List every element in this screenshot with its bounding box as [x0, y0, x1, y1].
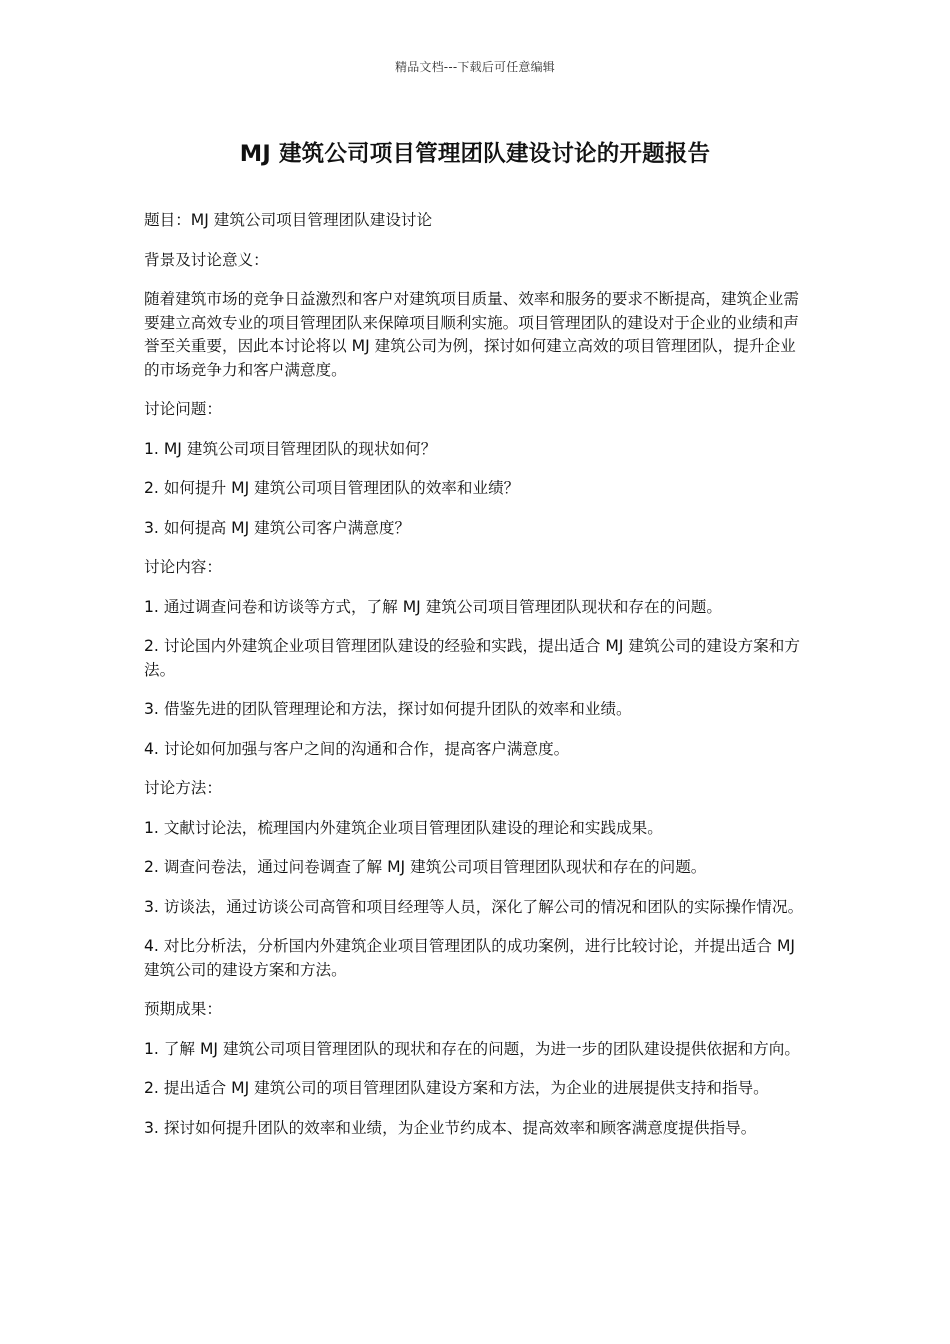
method-item-4: 4. 对比分析法，分析国内外建筑企业项目管理团队的成功案例，进行比较讨论，并提出适合 MJ 建筑公司的建设方案和方法。	[144, 937, 796, 979]
content-item-1: 1. 通过调查问卷和访谈等方式，了解 MJ 建筑公司项目管理团队现状和存在的问题。	[144, 597, 722, 616]
question-item-1: 1. MJ 建筑公司项目管理团队的现状如何？	[144, 439, 437, 458]
outcome-item-2: 2. 提出适合 MJ 建筑公司的项目管理团队建设方案和方法，为企业的进展提供支持和指导。	[144, 1079, 769, 1097]
section-heading-questions: 讨论问题：	[144, 400, 222, 418]
topic-line: 题目：MJ 建筑公司项目管理团队建设讨论	[144, 211, 433, 229]
question-item-2: 2. 如何提升 MJ 建筑公司项目管理团队的效率和业绩？	[144, 479, 520, 497]
section-heading-background: 背景及讨论意义：	[144, 250, 269, 269]
document-title: MJ 建筑公司项目管理团队建设讨论的开题报告	[239, 141, 711, 167]
content-item-3: 3. 借鉴先进的团队管理理论和方法，探讨如何提升团队的效率和业绩。	[144, 700, 632, 718]
document-body	[144, 209, 810, 1156]
header-note: 精品文档---下载后可任意编辑	[395, 60, 555, 74]
method-item-1: 1. 文献讨论法，梳理国内外建筑企业项目管理团队建设的理论和实践成果。	[144, 818, 663, 837]
section-heading-methods: 讨论方法：	[144, 779, 222, 797]
method-item-3: 3. 访谈法，通过访谈公司高管和项目经理等人员，深化了解公司的情况和团队的实际操作情况。	[144, 897, 804, 916]
outcome-item-1: 1. 了解 MJ 建筑公司项目管理团队的现状和存在的问题，为进一步的团队建设提供依据和方向。	[144, 1039, 800, 1058]
section-heading-outcomes: 预期成果：	[144, 1000, 222, 1018]
content-item-4: 4. 讨论如何加强与客户之间的沟通和合作，提高客户满意度。	[144, 739, 570, 758]
question-item-3: 3. 如何提高 MJ 建筑公司客户满意度？	[144, 518, 411, 537]
background-paragraph: 随着建筑市场的竞争日益激烈和客户对建筑项目质量、效率和服务的要求不断提高，建筑企业需要建立高效专业的项目管理团队来保障项目顺利实施。项目管理团队的建设对于企业的业绩和声誉至关重要，因此本讨论将以 MJ 建筑公司为例，探讨如何建立高效的项目管理团队，提升企业的市场竞争力和客户满意度。	[144, 290, 799, 379]
method-item-2: 2. 调查问卷法，通过问卷调查了解 MJ 建筑公司项目管理团队现状和存在的问题。	[144, 858, 707, 876]
section-heading-content: 讨论内容：	[144, 558, 222, 576]
outcome-item-3: 3. 探讨如何提升团队的效率和业绩，为企业节约成本、提高效率和顾客满意度提供指导。	[144, 1118, 757, 1137]
content-item-2: 2. 讨论国内外建筑企业项目管理团队建设的经验和实践，提出适合 MJ 建筑公司的建设方案和方法。	[144, 637, 800, 679]
